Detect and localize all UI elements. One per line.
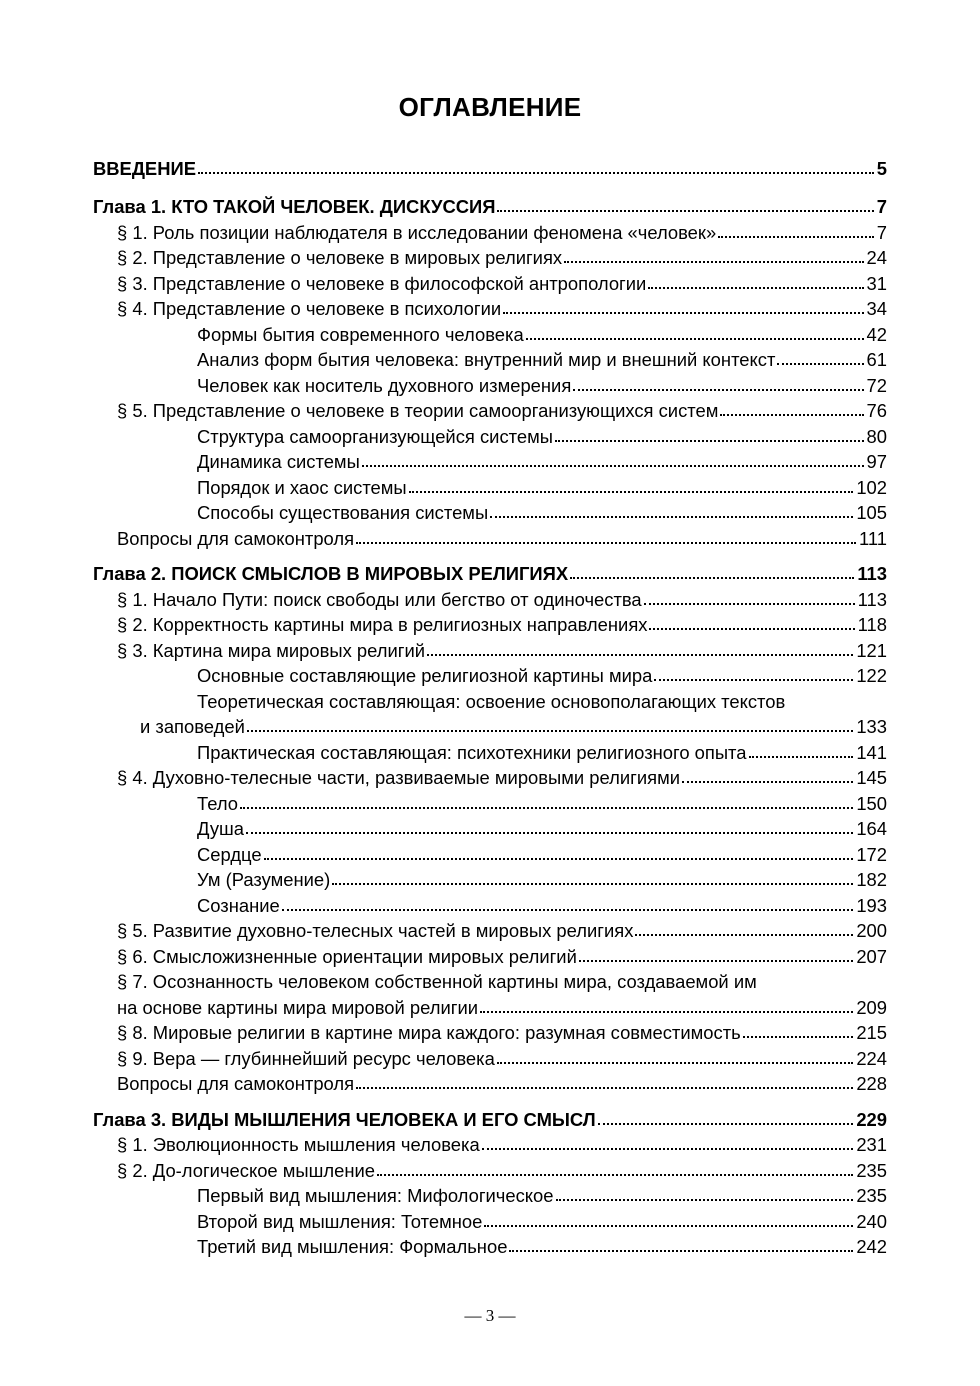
toc-entry-text: Теоретическая составляющая: освоение основополагающих текстов [197,691,786,712]
toc-entry [0,893,887,917]
toc-entry-text: Вопросы для самоконтроля [117,1073,355,1094]
dot-leader [749,756,854,758]
toc-entry [0,1046,887,1070]
dot-leader [356,542,856,544]
toc-entry-page: 97 [866,451,887,472]
toc-entry-text: Вопросы для самоконтроля [117,528,355,549]
toc-entry-page: 200 [856,920,887,941]
dot-leader [635,934,853,936]
toc-entry-text: на основе картины мира мировой религии [117,997,479,1018]
toc-entry-page: 76 [866,400,887,421]
toc-entry [0,1020,887,1044]
toc-entry [0,500,887,524]
toc-entry-text: Душа [197,818,245,839]
toc-entry-page: 235 [856,1185,887,1206]
page-number: — 3 — [464,1306,516,1325]
toc-entry-text: § 6. Смысложизненные ориентации мировых религий [117,946,577,967]
toc-entry-page: 111 [859,528,887,549]
dot-leader [480,1011,853,1013]
toc-entry [0,765,887,789]
dot-leader [362,465,864,467]
toc-entry-text: Способы существования системы [197,502,489,523]
toc-entry [0,740,887,764]
toc-entry [0,663,887,687]
dot-leader [484,1225,853,1227]
dot-leader [682,781,853,783]
toc-entry [0,689,887,713]
toc-entry-text: § 7. Осознанность человеком собственной картины мира, создаваемой им [117,971,757,992]
toc-entry [0,322,887,346]
toc-entry-chapter-3 [0,1107,887,1131]
dot-leader [556,1199,854,1201]
toc-entry-page: 24 [866,247,887,268]
toc-entry [0,638,887,662]
toc-entry-text: Глава 1. КТО ТАКОЙ ЧЕЛОВЕК. ДИСКУССИЯ [93,196,496,217]
toc-entry [0,1158,887,1182]
toc-entry-page: 141 [856,742,887,763]
dot-leader [356,1087,853,1089]
toc-entry-text: § 3. Представление о человеке в философской антропологии [117,273,647,294]
toc-entry-page: 113 [857,589,887,610]
toc-entry-page: 5 [876,158,887,179]
dot-leader [720,414,863,416]
dot-leader [282,909,854,911]
dot-leader [564,261,863,263]
toc-entry-text: § 2. До-логическое мышление [117,1160,375,1181]
toc-entry-text: Второй вид мышления: Тотемное [197,1211,483,1232]
toc-entry-page: 172 [856,844,887,865]
toc-entry-page: 113 [857,563,887,584]
toc-entry [0,526,887,550]
toc-entry [0,449,887,473]
toc-entry-text: § 2. Корректность картины мира в религиозных направлениях [117,614,648,635]
toc-entry-text: Первый вид мышления: Мифологическое [197,1185,554,1206]
toc-entry-page: 105 [856,502,887,523]
toc-entry-page: 145 [856,767,887,788]
dot-leader [644,603,855,605]
toc-entry-text: и заповедей [140,716,245,737]
toc-entry-text: Глава 2. ПОИСК СМЫСЛОВ В МИРОВЫХ РЕЛИГИЯХ [93,563,569,584]
toc-entry-text: Сознание [197,895,280,916]
toc-entry-chapter-1 [0,194,887,218]
dot-leader [573,389,863,391]
toc-entry [0,791,887,815]
toc-entry-text: § 1. Роль позиции наблюдателя в исследовании феномена «человек» [117,222,717,243]
toc-entry-page: 133 [856,716,887,737]
toc-entry [0,1209,887,1233]
toc-entry-page: 72 [866,375,887,396]
toc-entry-page: 242 [856,1236,887,1257]
toc-entry-continuation [0,995,887,1019]
toc-entry-page: 7 [876,222,887,243]
toc-entry-page: 61 [866,349,887,370]
toc-entry-page: 34 [866,298,887,319]
dot-leader [409,491,854,493]
toc-entry-text: § 5. Представление о человеке в теории самоорганизующихся систем [117,400,719,421]
toc-entry [0,1183,887,1207]
dot-leader [555,440,864,442]
toc-entry-page: 228 [856,1073,887,1094]
toc-entry [0,1234,887,1258]
toc-entry [0,1071,887,1095]
page-title: ОГЛАВЛЕНИЕ [398,92,582,122]
toc-entry-text: Третий вид мышления: Формальное [197,1236,508,1257]
dot-leader [247,730,853,732]
toc-entry-page: 229 [856,1109,887,1130]
dot-leader [509,1250,853,1252]
toc-entry-page: 240 [856,1211,887,1232]
dot-leader [482,1148,854,1150]
toc-entry [0,220,887,244]
toc-entry [0,944,887,968]
dot-leader [490,516,853,518]
toc-entry-text: § 5. Развитие духовно-телесных частей в мировых религиях [117,920,634,941]
toc-entry [0,245,887,269]
toc-entry-page: 224 [856,1048,887,1069]
dot-leader [570,577,854,579]
dot-leader [654,679,853,681]
toc-entry [0,842,887,866]
dot-leader [246,832,853,834]
toc-entry-text: § 2. Представление о человеке в мировых религиях [117,247,563,268]
toc-entry-text: § 1. Эволюционность мышления человека [117,1134,480,1155]
dot-leader [649,628,854,630]
toc-entry-page: 182 [856,869,887,890]
dot-leader [332,883,853,885]
toc-entry-page: 118 [857,614,887,635]
toc-entry [0,1132,887,1156]
dot-leader [598,1123,854,1125]
toc-entry-text: § 4. Духовно-телесные части, развиваемые мировыми религиями [117,767,680,788]
toc-entry-page: 80 [866,426,887,447]
toc-entry-text: § 4. Представление о человеке в психологии [117,298,502,319]
toc-entry [0,424,887,448]
toc-entry-text: Человек как носитель духовного измерения [197,375,572,396]
toc-entry-text: Основные составляющие религиозной картины мира [197,665,653,686]
toc-entry-page: 121 [856,640,887,661]
toc-entry-page: 207 [856,946,887,967]
toc-entry-text: Ум (Разумение) [197,869,331,890]
dot-leader [743,1036,854,1038]
toc-entry-page: 215 [856,1022,887,1043]
toc-entry-text: Глава 3. ВИДЫ МЫШЛЕНИЯ ЧЕЛОВЕКА И ЕГО СМЫСЛ [93,1109,596,1130]
toc-entry-text: Практическая составляющая: психотехники религиозного опыта [197,742,747,763]
toc-entry-page: 209 [856,997,887,1018]
toc-entry [0,587,887,611]
toc-entry-text: § 8. Мировые религии в картине мира каждого: разумная совместимость [117,1022,741,1043]
toc-entry-page: 42 [866,324,887,345]
toc-entry-text: § 3. Картина мира мировых религий [117,640,425,661]
toc-entry-page: 164 [856,818,887,839]
toc-entry [0,373,887,397]
toc-entry [0,271,887,295]
toc-entry-page: 235 [856,1160,887,1181]
toc-entry-text: Порядок и хаос системы [197,477,407,498]
toc-entry [0,612,887,636]
dot-leader [198,172,874,174]
toc-entry-text: § 1. Начало Пути: поиск свободы или бегство от одиночества [117,589,642,610]
dot-leader [718,236,874,238]
toc-entry-text: Сердце [197,844,262,865]
toc-entry-chapter-2 [0,561,887,585]
toc-entry-page: 150 [856,793,887,814]
toc-entry-page: 31 [866,273,887,294]
dot-leader [497,210,873,212]
toc-entry-page: 122 [856,665,887,686]
toc-entry-text: Формы бытия современного человека [197,324,524,345]
dot-leader [648,287,863,289]
toc-entry [0,816,887,840]
toc-entry [0,347,887,371]
toc-entry-text: ВВЕДЕНИЕ [93,158,196,179]
toc-entry-page: 231 [856,1134,887,1155]
toc-entry [0,918,887,942]
toc-entry [0,296,887,320]
toc-entry-page: 193 [856,895,887,916]
dot-leader [777,363,863,365]
dot-leader [377,1174,853,1176]
toc-entry [0,969,887,993]
dot-leader [240,807,853,809]
toc-entry-text: Анализ форм бытия человека: внутренний мир и внешний контекст [197,349,776,370]
dot-leader [264,858,854,860]
toc-entry-page: 102 [856,477,887,498]
toc-entry-text: Структура самоорганизующейся системы [197,426,553,447]
toc-entry-continuation [0,714,887,738]
toc-entry [0,867,887,891]
toc-entry [0,475,887,499]
toc-entry-text: Тело [197,793,238,814]
dot-leader [503,312,863,314]
dot-leader [427,654,853,656]
toc-entry [0,398,887,422]
dot-leader [579,960,853,962]
toc-entry-introduction [0,156,887,180]
toc-entry-page: 7 [876,196,887,217]
dot-leader [526,338,864,340]
toc-entry-text: Динамика системы [197,451,360,472]
dot-leader [497,1062,853,1064]
toc-entry-text: § 9. Вера — глубиннейший ресурс человека [117,1048,495,1069]
